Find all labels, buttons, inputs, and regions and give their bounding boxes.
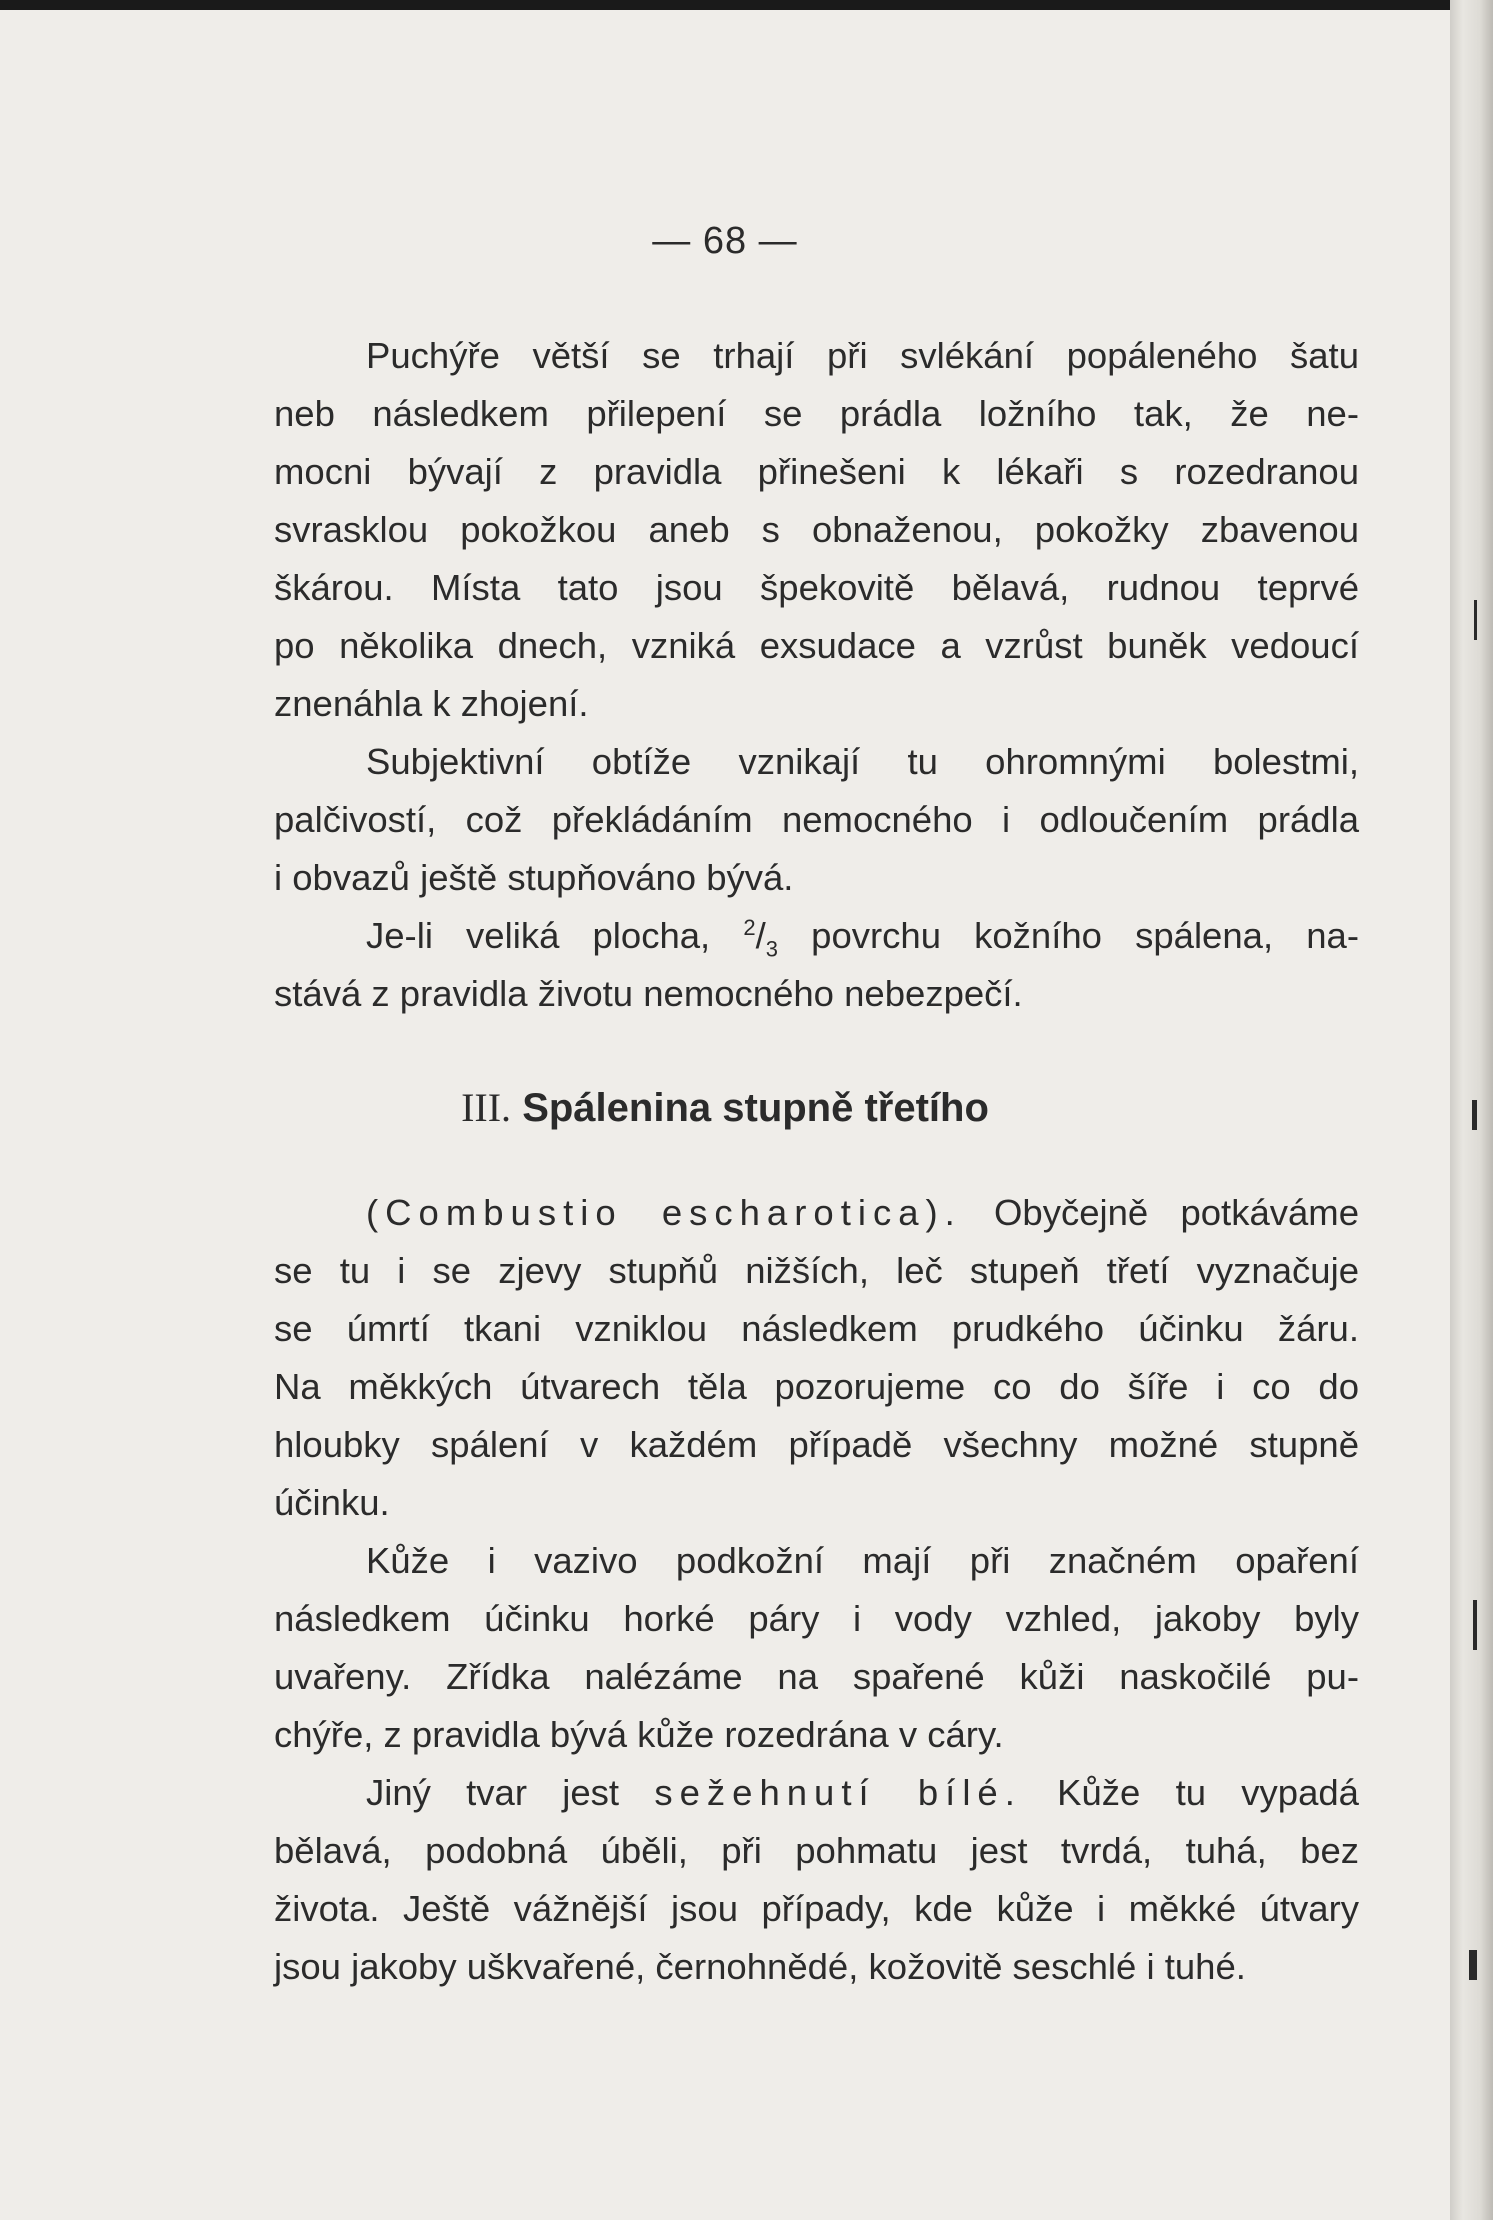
latin-term: (Combustio escharotica). <box>366 1192 962 1233</box>
adjacent-page-edge <box>1450 0 1493 2220</box>
text-line: následkem účinku horké páry i vody vzhled, jakoby byly <box>274 1598 1359 1639</box>
text-line: palčivostí, což překládáním nemocného i odloučením prádla <box>274 799 1359 840</box>
edge-mark <box>1474 600 1477 640</box>
text-line: mocni bývají z pravidla přinešeni k lékaři s rozedranou <box>274 451 1359 492</box>
paragraph-block-2 <box>274 1184 1359 1996</box>
text-line: neb následkem přilepení se prádla ložního tak, že ne- <box>274 393 1359 434</box>
emphasized-term: sežehnutí bílé. <box>654 1772 1022 1813</box>
text-line: škárou. Místa tato jsou špekovitě bělavá, rudnou teprvé <box>274 567 1359 608</box>
text-fragment: Kůže tu vypadá <box>1057 1772 1359 1813</box>
text-fragment: Je-li veliká plocha, <box>366 915 711 956</box>
text-line <box>274 1184 1359 1242</box>
text-line: se úmrtí tkani vzniklou následkem prudkého účinku žáru. <box>274 1308 1359 1349</box>
page-number: — 68 — <box>652 220 798 262</box>
text-line: po několika dnech, vzniká exsudace a vzrůst buněk vedoucí <box>274 625 1359 666</box>
text-line: svrasklou pokožkou aneb s obnaženou, pokožky zbavenou <box>274 509 1359 550</box>
text-line: účinku. <box>274 1482 390 1523</box>
text-line <box>274 1764 1359 1822</box>
text-fragment: Obyčejně potkáváme <box>994 1192 1359 1233</box>
text-line: Na měkkých útvarech těla pozorujeme co do šíře i co do <box>274 1366 1359 1407</box>
section-number: III. <box>461 1085 512 1130</box>
paragraph-block-1 <box>274 327 1359 1023</box>
fraction: $^2/_3$ <box>743 914 778 962</box>
fraction-numerator: 2 <box>743 914 756 940</box>
text-fragment: Jiný tvar jest <box>366 1772 620 1813</box>
text-line: uvařeny. Zřídka nalézáme na spařené kůži naskočilé pu- <box>274 1656 1359 1697</box>
text-line: chýře, z pravidla bývá kůže rozedrána v cáry. <box>274 1714 1004 1755</box>
section-title: Spálenina stupně třetího <box>522 1086 989 1130</box>
text-line: znenáhla k zhojení. <box>274 683 589 724</box>
text-line: Puchýře větší se trhají při svlékání popáleného šatu <box>366 335 1359 376</box>
text-line: života. Ještě vážnější jsou případy, kde kůže i měkké útvary <box>274 1888 1359 1929</box>
edge-mark <box>1469 1950 1477 1980</box>
text-line: bělavá, podobná úběli, při pohmatu jest tvrdá, tuhá, bez <box>274 1830 1359 1871</box>
text-line: jsou jakoby uškvařené, černohnědé, kožovitě seschlé i tuhé. <box>274 1946 1246 1987</box>
book-page <box>0 10 1450 2220</box>
text-line: Subjektivní obtíže vznikají tu ohromnými bolestmi, <box>366 741 1359 782</box>
text-line: i obvazů ještě stupňováno bývá. <box>274 857 794 898</box>
text-fragment: povrchu kožního spálena, na- <box>811 915 1359 956</box>
text-line: se tu i se zjevy stupňů nižších, leč stupeň třetí vyznačuje <box>274 1250 1359 1291</box>
fraction-text-line <box>274 907 1359 965</box>
text-line: Kůže i vazivo podkožní mají při značném opaření <box>366 1540 1359 1581</box>
edge-mark <box>1472 1100 1477 1130</box>
section-heading <box>0 1084 1450 1131</box>
fraction-denominator: 3 <box>765 936 778 962</box>
text-line: hloubky spálení v každém případě všechny možné stupně <box>274 1424 1359 1465</box>
edge-mark <box>1473 1600 1477 1650</box>
text-line: stává z pravidla životu nemocného nebezpečí. <box>274 973 1023 1014</box>
